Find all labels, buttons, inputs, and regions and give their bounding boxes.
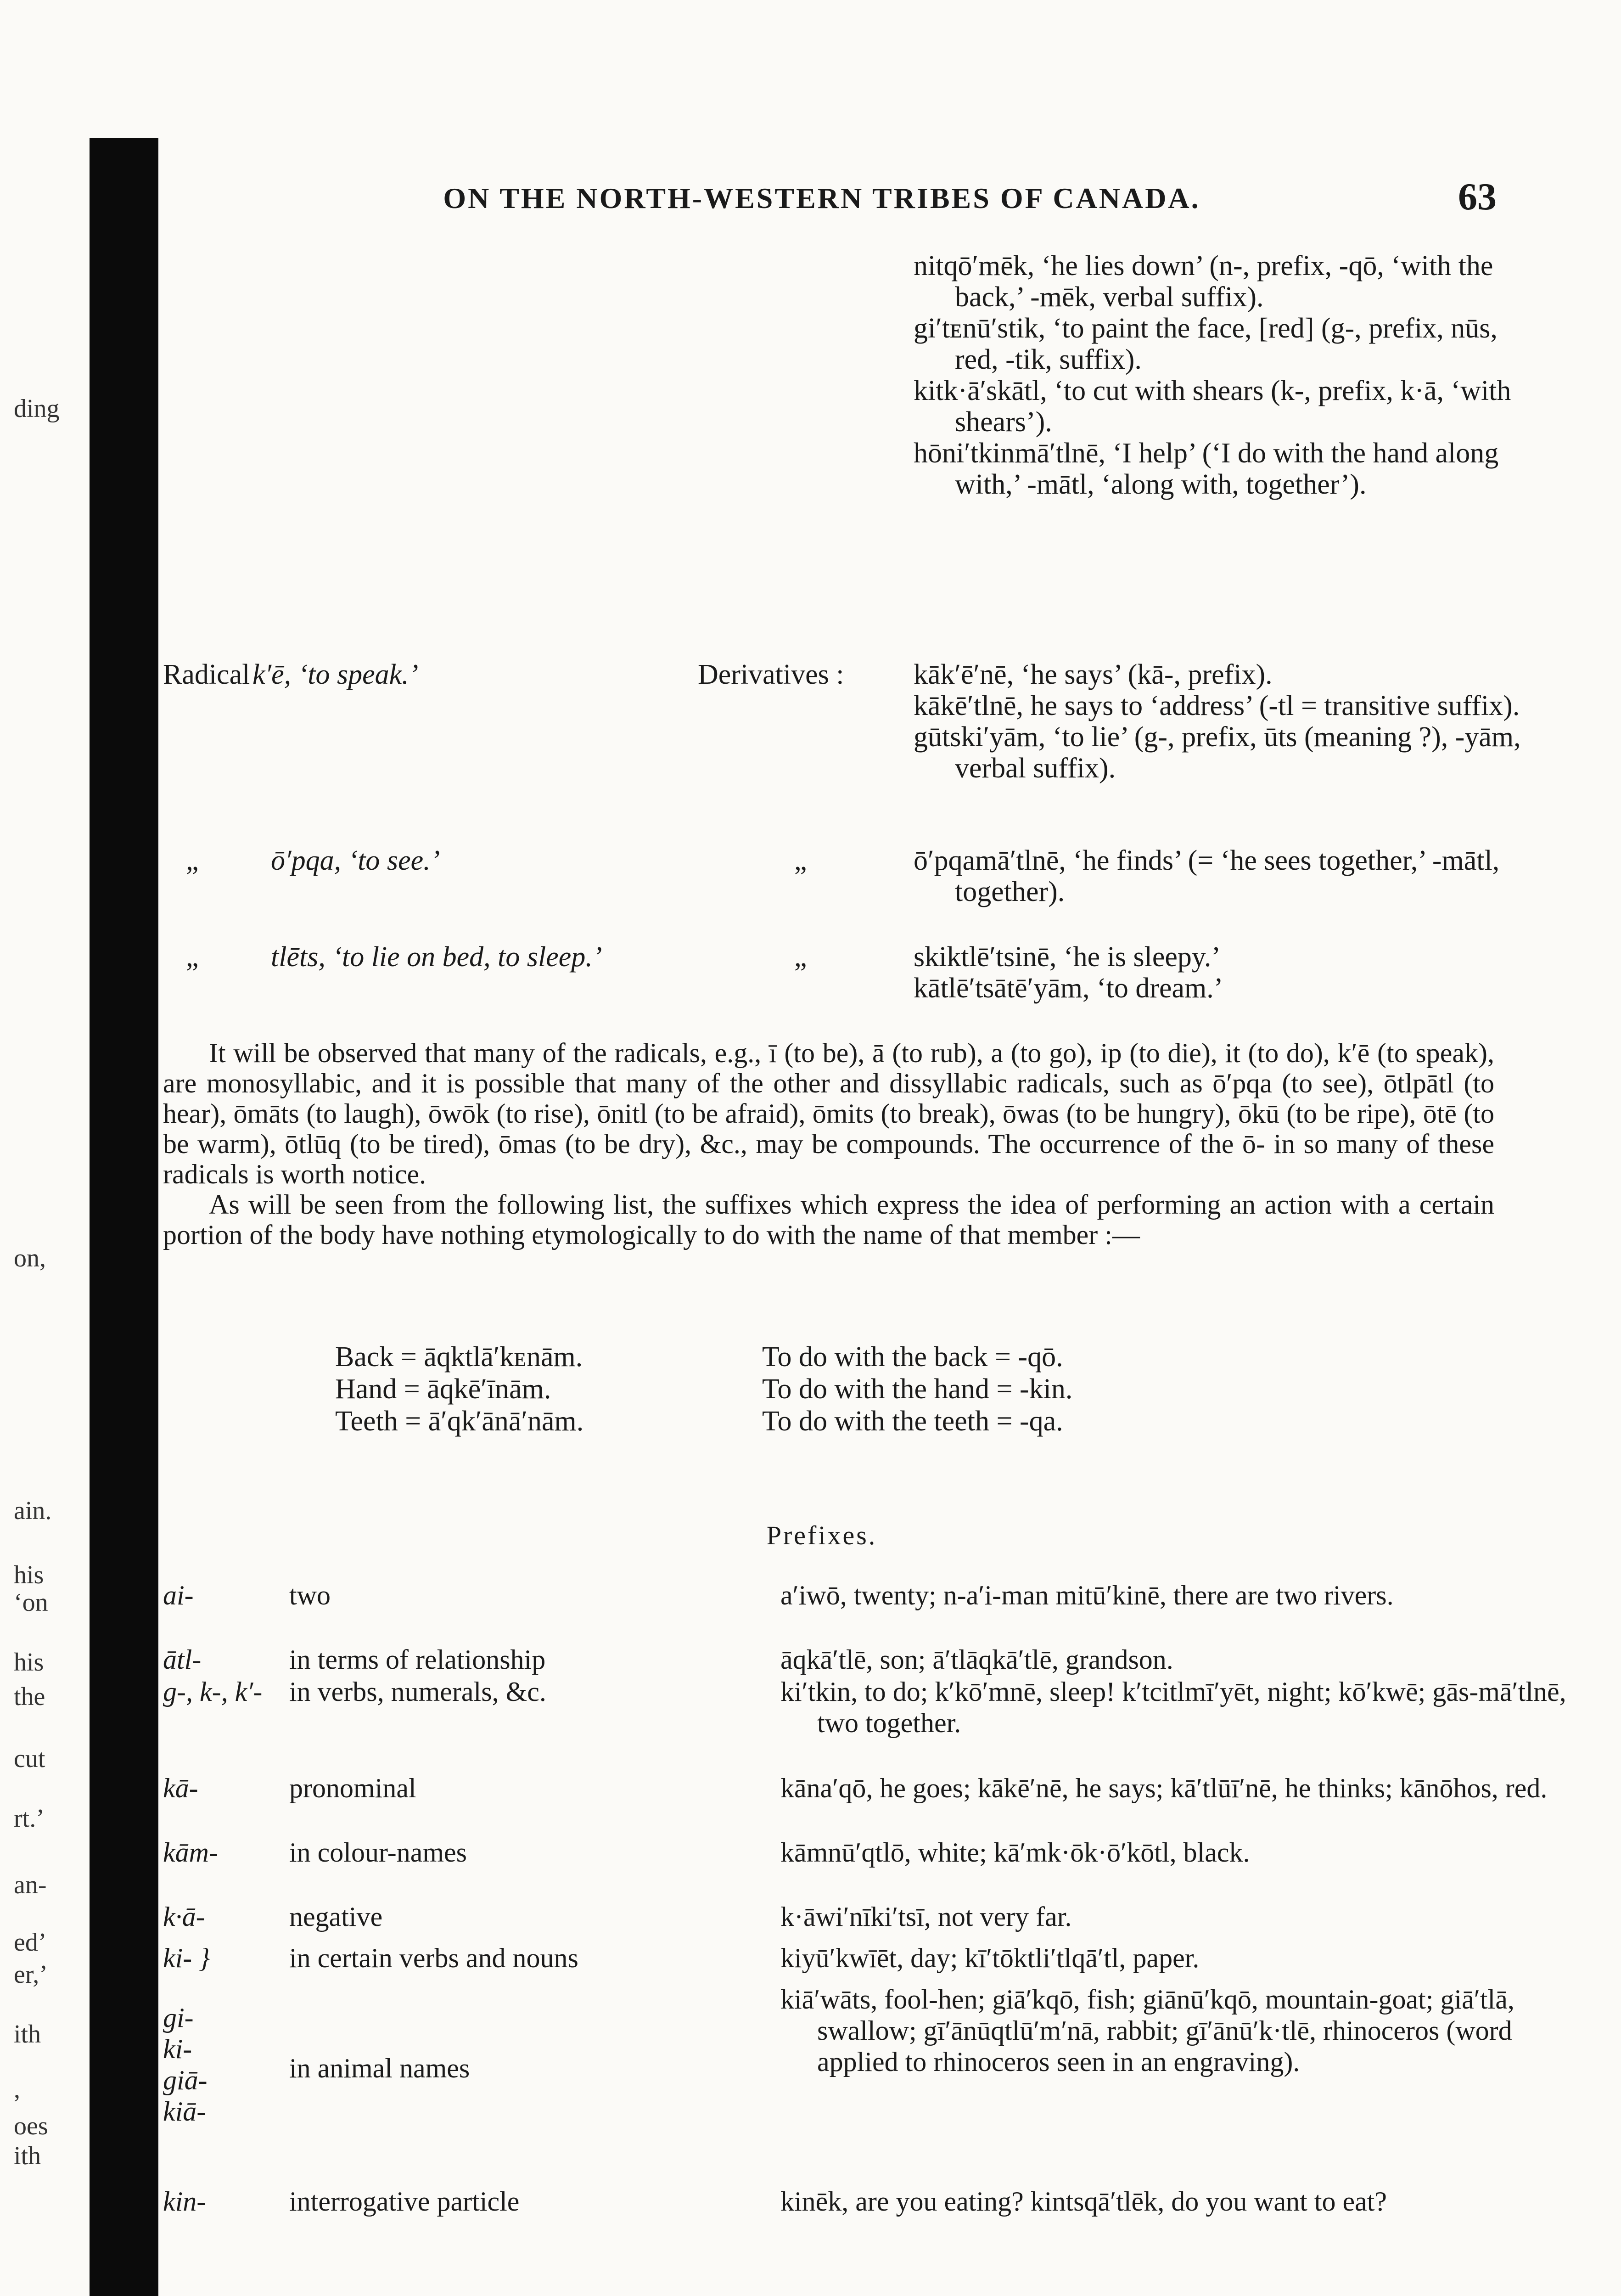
margin-word: oes bbox=[14, 2112, 48, 2140]
prefix-meaning: in colour-names bbox=[289, 1837, 467, 1868]
radical-label: „ bbox=[186, 845, 199, 876]
body-part-suffix: To do with the teeth = -qa. bbox=[762, 1406, 1063, 1437]
prefix-example: kiā′wāts, fool-hen; giā′kqō, fish; giānū′kqō, mountain-goat; giā′tlā, swallow; gī′ānūqtlū′m′nā, rabbit; gī′ānū′k·tlē, rhinoceros (word applied to rhinoceros seen in an engraving). bbox=[780, 1984, 1514, 2077]
running-header: ON THE NORTH-WESTERN TRIBES OF CANADA. bbox=[443, 182, 1200, 214]
prefix-example: āqkā′tlē, son; ā′tlāqkā′tlē, grandson. bbox=[780, 1644, 1173, 1675]
prefix-example: a′iwō, twenty; n-a′i-man mitū′kinē, there are two rivers. bbox=[780, 1580, 1394, 1610]
prefix-meaning: in animal names bbox=[289, 2053, 470, 2083]
derivation-examples bbox=[914, 250, 1529, 500]
prefix-example: kinēk, are you eating? kintsqā′tlēk, do you want to eat? bbox=[780, 2186, 1387, 2217]
derivative-list bbox=[914, 659, 1529, 784]
body-part-suffix: To do with the hand = -kin. bbox=[762, 1373, 1073, 1405]
example-entry: gi′tᴇnū′stik, ‘to paint the face, [red] (g-, prefix, nūs, red, -tik, suffix). bbox=[914, 313, 1498, 375]
paragraph: It will be observed that many of the radicals, e.g., ī (to be), ā (to rub), a (to go), ip (to die), it (to do), k′ē (to speak), are monosyllabic, and it is possible that many of the other and dissyllabic radicals, such as ō′pqa (to see), ōtlpātl (to hear), ōmāts (to laugh), ōwōk (to rise), ōnitl (to be afraid), ōmits (to break), ōwas (to be hungry), ōkū (to be ripe), ōtē (to be warm), ōtlūq (to be tired), ōmas (to be dry), &c., may be compounds. The occurrence of the ō- in so many of these radicals is worth notice. bbox=[163, 1038, 1494, 1189]
derivative-entry: kāk′ē′nē, ‘he says’ (kā-, prefix). bbox=[914, 659, 1273, 690]
radical-form: tlēts, ‘to lie on bed, to sleep.’ bbox=[271, 941, 602, 973]
derivative-entry: gūtski′yām, ‘to lie’ (g-, prefix, ūts (meaning ?), -yām, verbal suffix). bbox=[914, 721, 1521, 784]
example-entry: kitk·ā′skātl, ‘to cut with shears (k-, prefix, k·ā, ‘with shears’). bbox=[914, 375, 1511, 438]
margin-word: ding bbox=[14, 394, 60, 423]
example-entry: nitqō′mēk, ‘he lies down’ (n-, prefix, -qō, ‘with the back,’ -mēk, verbal suffix). bbox=[914, 250, 1493, 313]
prefix-code: kā- bbox=[163, 1773, 198, 1803]
scan-binding-shadow bbox=[90, 138, 158, 2296]
derivative-entry: kākē′tlnē, he says to ‘address’ (-tl = transitive suffix). bbox=[914, 690, 1520, 721]
margin-word: cut bbox=[14, 1745, 45, 1773]
body-text bbox=[163, 1038, 1494, 1250]
derivative-entry: ō′pqamā′tlnē, ‘he finds’ (= ‘he sees together,’ -mātl, together). bbox=[914, 845, 1500, 907]
margin-word: ain. bbox=[14, 1497, 52, 1525]
prefix-example: kiyū′kwīēt, day; kī′tōktli′tlqā′tl, paper. bbox=[780, 1943, 1200, 1973]
margin-word: ‘on bbox=[14, 1588, 48, 1617]
derivative-list bbox=[914, 941, 1529, 1004]
prefix-meaning: negative bbox=[289, 1902, 383, 1932]
prefix-code: ki- } bbox=[163, 1943, 210, 1973]
margin-word: the bbox=[14, 1683, 45, 1711]
margin-word: ith bbox=[14, 2142, 41, 2170]
derivatives-label: Derivatives : bbox=[698, 659, 844, 690]
prefix-meaning: interrogative particle bbox=[289, 2186, 520, 2217]
prefix-code: kin- bbox=[163, 2186, 206, 2217]
body-part-name: Hand = āqkē′īnām. bbox=[335, 1373, 551, 1405]
radical-form: ō′pqa, ‘to see.’ bbox=[271, 845, 440, 876]
margin-word: ed’ bbox=[14, 1928, 47, 1957]
prefix-example: k·āwi′nīki′tsī, not very far. bbox=[780, 1902, 1072, 1932]
margin-word: , bbox=[14, 2075, 20, 2104]
margin-word: his bbox=[14, 1648, 44, 1677]
prefix-meaning: two bbox=[289, 1580, 331, 1610]
derivative-entry: kātlē′tsātē′yām, ‘to dream.’ bbox=[914, 973, 1223, 1004]
radical-label: Radical bbox=[163, 659, 250, 690]
margin-word: ith bbox=[14, 2020, 41, 2048]
margin-word: an- bbox=[14, 1871, 47, 1899]
paragraph: As will be seen from the following list, the suffixes which express the idea of performing an action with a certain portion of the body have nothing etymologically to do with the name of that member :— bbox=[163, 1189, 1494, 1250]
section-heading-prefixes: Prefixes. bbox=[766, 1520, 877, 1550]
book-page bbox=[156, 0, 1570, 2296]
radical-form: k′ē, ‘to speak.’ bbox=[252, 659, 419, 690]
prefix-code: k·ā- bbox=[163, 1902, 205, 1932]
body-part-name: Teeth = ā′qk′ānā′nām. bbox=[335, 1406, 584, 1437]
body-part-name: Back = āqktlā′kᴇnām. bbox=[335, 1341, 583, 1373]
prefix-meaning: in verbs, numerals, &c. bbox=[289, 1677, 546, 1707]
margin-word: rt.’ bbox=[14, 1804, 45, 1833]
margin-word: er,’ bbox=[14, 1960, 48, 1989]
prefix-meaning: in certain verbs and nouns bbox=[289, 1943, 578, 1973]
margin-word: his bbox=[14, 1561, 44, 1589]
prefix-code: g-, k-, k′- bbox=[163, 1677, 263, 1707]
page-number: 63 bbox=[1458, 175, 1497, 218]
margin-word: on, bbox=[14, 1244, 46, 1272]
prefix-example: kāna′qō, he goes; kākē′nē, he says; kā′tlūī′nē, he thinks; kānōhos, red. bbox=[780, 1773, 1548, 1803]
body-part-suffix: To do with the back = -qō. bbox=[762, 1341, 1063, 1373]
derivative-list bbox=[914, 845, 1529, 907]
prefix-example: kāmnū′qtlō, white; kā′mk·ōk·ō′kōtl, black. bbox=[780, 1837, 1250, 1868]
prefix-code: gi- ki- giā- kiā- bbox=[163, 2003, 208, 2127]
prefix-example: ki′tkin, to do; k′kō′mnē, sleep! k′tcitlmī′yēt, night; kō′kwē; gās-mā′tlnē, two together. bbox=[780, 1677, 1566, 1738]
radical-label: „ bbox=[186, 941, 199, 973]
prefix-meaning: in terms of relationship bbox=[289, 1644, 546, 1675]
example-entry: hōni′tkinmā′tlnē, ‘I help’ (‘I do with the hand along with,’ -mātl, ‘along with, together’). bbox=[914, 438, 1499, 500]
prefix-meaning: pronominal bbox=[289, 1773, 416, 1803]
prefix-code: ai- bbox=[163, 1580, 194, 1610]
derivatives-label: „ bbox=[794, 845, 807, 876]
derivatives-label: „ bbox=[794, 941, 807, 973]
derivative-entry: skiktlē′tsinē, ‘he is sleepy.’ bbox=[914, 941, 1221, 973]
prefix-code: ātl- bbox=[163, 1644, 202, 1675]
prefix-code: kām- bbox=[163, 1837, 218, 1868]
